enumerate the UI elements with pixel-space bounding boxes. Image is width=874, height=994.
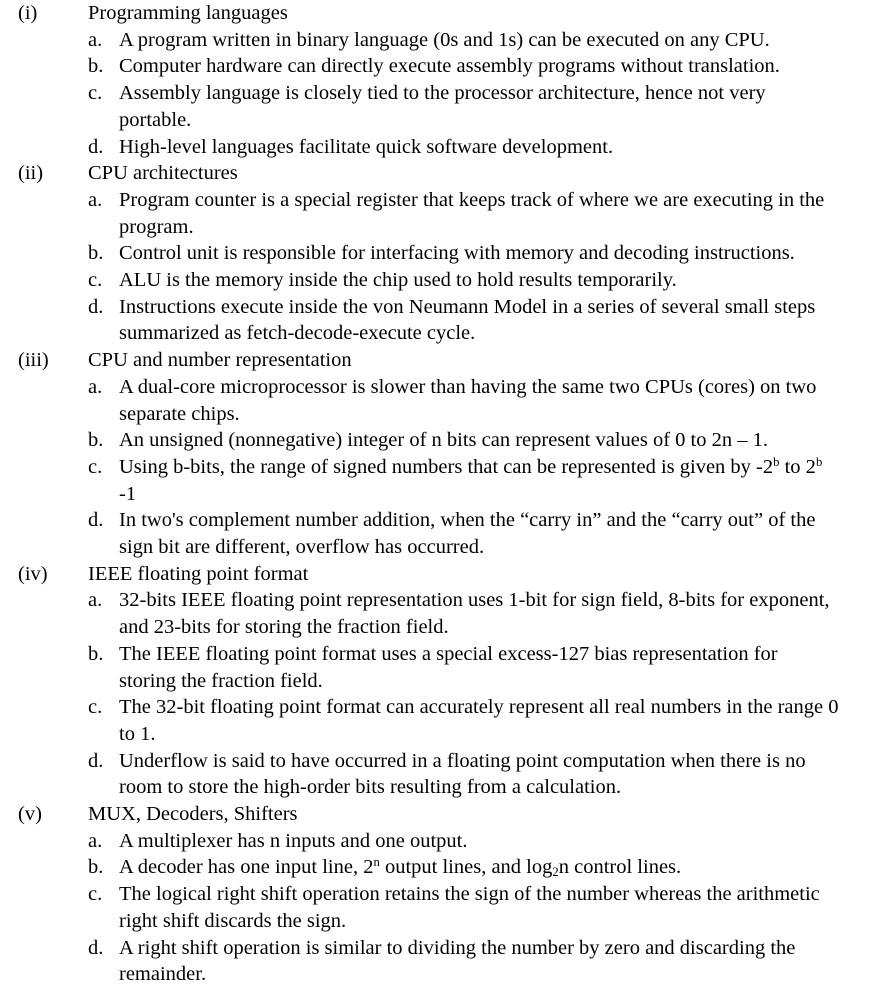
item-letter: c. — [88, 883, 103, 906]
item-letter: b. — [88, 429, 104, 452]
statement-item — [0, 694, 874, 747]
item-text: ALU is the memory inside the chip used to hold results temporarily. — [119, 269, 677, 291]
statement-item — [0, 53, 874, 80]
item-text: A dual-core microprocessor is slower than having the same two CPUs (cores) on two separate chips. — [119, 375, 817, 425]
item-letter: a. — [88, 829, 103, 852]
section-numeral: (ii) — [18, 162, 44, 185]
statement-item — [0, 748, 874, 801]
item-text: 32-bits IEEE floating point representation uses 1-bit for sign field, 8-bits for exponent, and 23-bits for storing the fraction field. — [119, 589, 830, 639]
item-text: Assembly language is closely tied to the processor architecture, hence not very portable. — [119, 82, 766, 131]
statement-item — [0, 881, 874, 934]
section — [0, 347, 874, 561]
item-text: Program counter is a special register that keeps track of where we are executing in the program. — [119, 188, 825, 238]
section — [0, 561, 874, 801]
statement-item — [0, 374, 874, 427]
section-title: IEEE floating point format — [88, 562, 309, 585]
item-letter: d. — [88, 295, 104, 318]
item-text: Control unit is responsible for interfacing with memory and decoding instructions. — [119, 242, 795, 265]
item-text: A decoder has one input line, 2$^n$ output lines, and $\log_2n$ control lines. — [119, 855, 682, 880]
item-letter: b. — [88, 55, 104, 78]
item-letter: d. — [88, 749, 104, 772]
statement-item — [0, 134, 874, 161]
item-letter: a. — [88, 188, 103, 211]
section-numeral: (iv) — [18, 562, 48, 585]
item-text: High-level languages facilitate quick software development. — [119, 135, 614, 158]
item-text: An unsigned (nonnegative) integer of n bits can represent values of 0 to 2n – 1. — [119, 429, 768, 452]
item-letter: c. — [88, 455, 103, 478]
section-heading — [0, 0, 874, 27]
item-text: Computer hardware can directly execute assembly programs without translation. — [119, 55, 780, 78]
section — [0, 801, 874, 988]
item-letter: b. — [88, 642, 104, 665]
statement-item — [0, 587, 874, 640]
section-heading — [0, 561, 874, 588]
section-numeral: (v) — [18, 803, 42, 826]
statement-item — [0, 240, 874, 267]
statement-item — [0, 294, 874, 347]
item-letter: a. — [88, 28, 103, 51]
section — [0, 0, 874, 160]
item-text: In two's complement number addition, when the “carry in” and the “carry out” of the sign bit are different, overflow has occurred. — [119, 509, 816, 559]
statement-item — [0, 828, 874, 855]
item-text: A program written in binary language (0s and 1s) can be executed on any CPU. — [119, 28, 770, 51]
item-text: The 32-bit floating point format can accurately represent all real numbers in the range 0 to 1. — [119, 696, 839, 745]
item-text: A multiplexer has n inputs and one output. — [119, 829, 468, 852]
item-text: A right shift operation is similar to dividing the number by zero and discarding the remainder. — [119, 936, 796, 986]
statement-item — [0, 187, 874, 240]
section-numeral: (i) — [18, 2, 38, 24]
item-letter: c. — [88, 269, 103, 291]
section-title: MUX, Decoders, Shifters — [88, 803, 298, 826]
statement-item — [0, 935, 874, 988]
section-heading — [0, 801, 874, 828]
statement-item — [0, 454, 874, 507]
item-letter: b. — [88, 856, 104, 879]
section-title: Programming languages — [88, 2, 288, 24]
statement-item — [0, 427, 874, 454]
statement-item — [0, 267, 874, 294]
section-heading — [0, 160, 874, 187]
item-letter: c. — [88, 82, 103, 105]
item-text: Using b-bits, the range of signed numbers that can be represented is given by -2$^b$ to 2$^b$ -1 — [119, 454, 823, 505]
section — [0, 160, 874, 347]
statement-item — [0, 854, 874, 881]
section-numeral: (iii) — [18, 349, 49, 372]
item-text: The logical right shift operation retains the sign of the number whereas the arithmetic right shift discards the sign. — [119, 883, 820, 932]
statement-item — [0, 641, 874, 694]
section-title: CPU and number representation — [88, 349, 352, 372]
item-text: The IEEE floating point format uses a special excess-127 bias representation for storing the fraction field. — [119, 642, 778, 692]
item-letter: b. — [88, 242, 104, 265]
statement-item — [0, 27, 874, 54]
item-text: Underflow is said to have occurred in a floating point computation when there is no room to store the high-order bits resulting from a calculation. — [119, 749, 806, 799]
item-letter: d. — [88, 135, 104, 158]
item-letter: a. — [88, 589, 103, 612]
section-title: CPU architectures — [88, 162, 238, 185]
statement-item — [0, 80, 874, 133]
item-letter: d. — [88, 509, 104, 532]
section-heading — [0, 347, 874, 374]
item-letter: d. — [88, 936, 104, 959]
item-letter: c. — [88, 696, 103, 719]
item-letter: a. — [88, 375, 103, 398]
statement-item — [0, 507, 874, 560]
item-text: Instructions execute inside the von Neumann Model in a series of several small steps summarized as fetch-decode-execute cycle. — [119, 295, 816, 345]
